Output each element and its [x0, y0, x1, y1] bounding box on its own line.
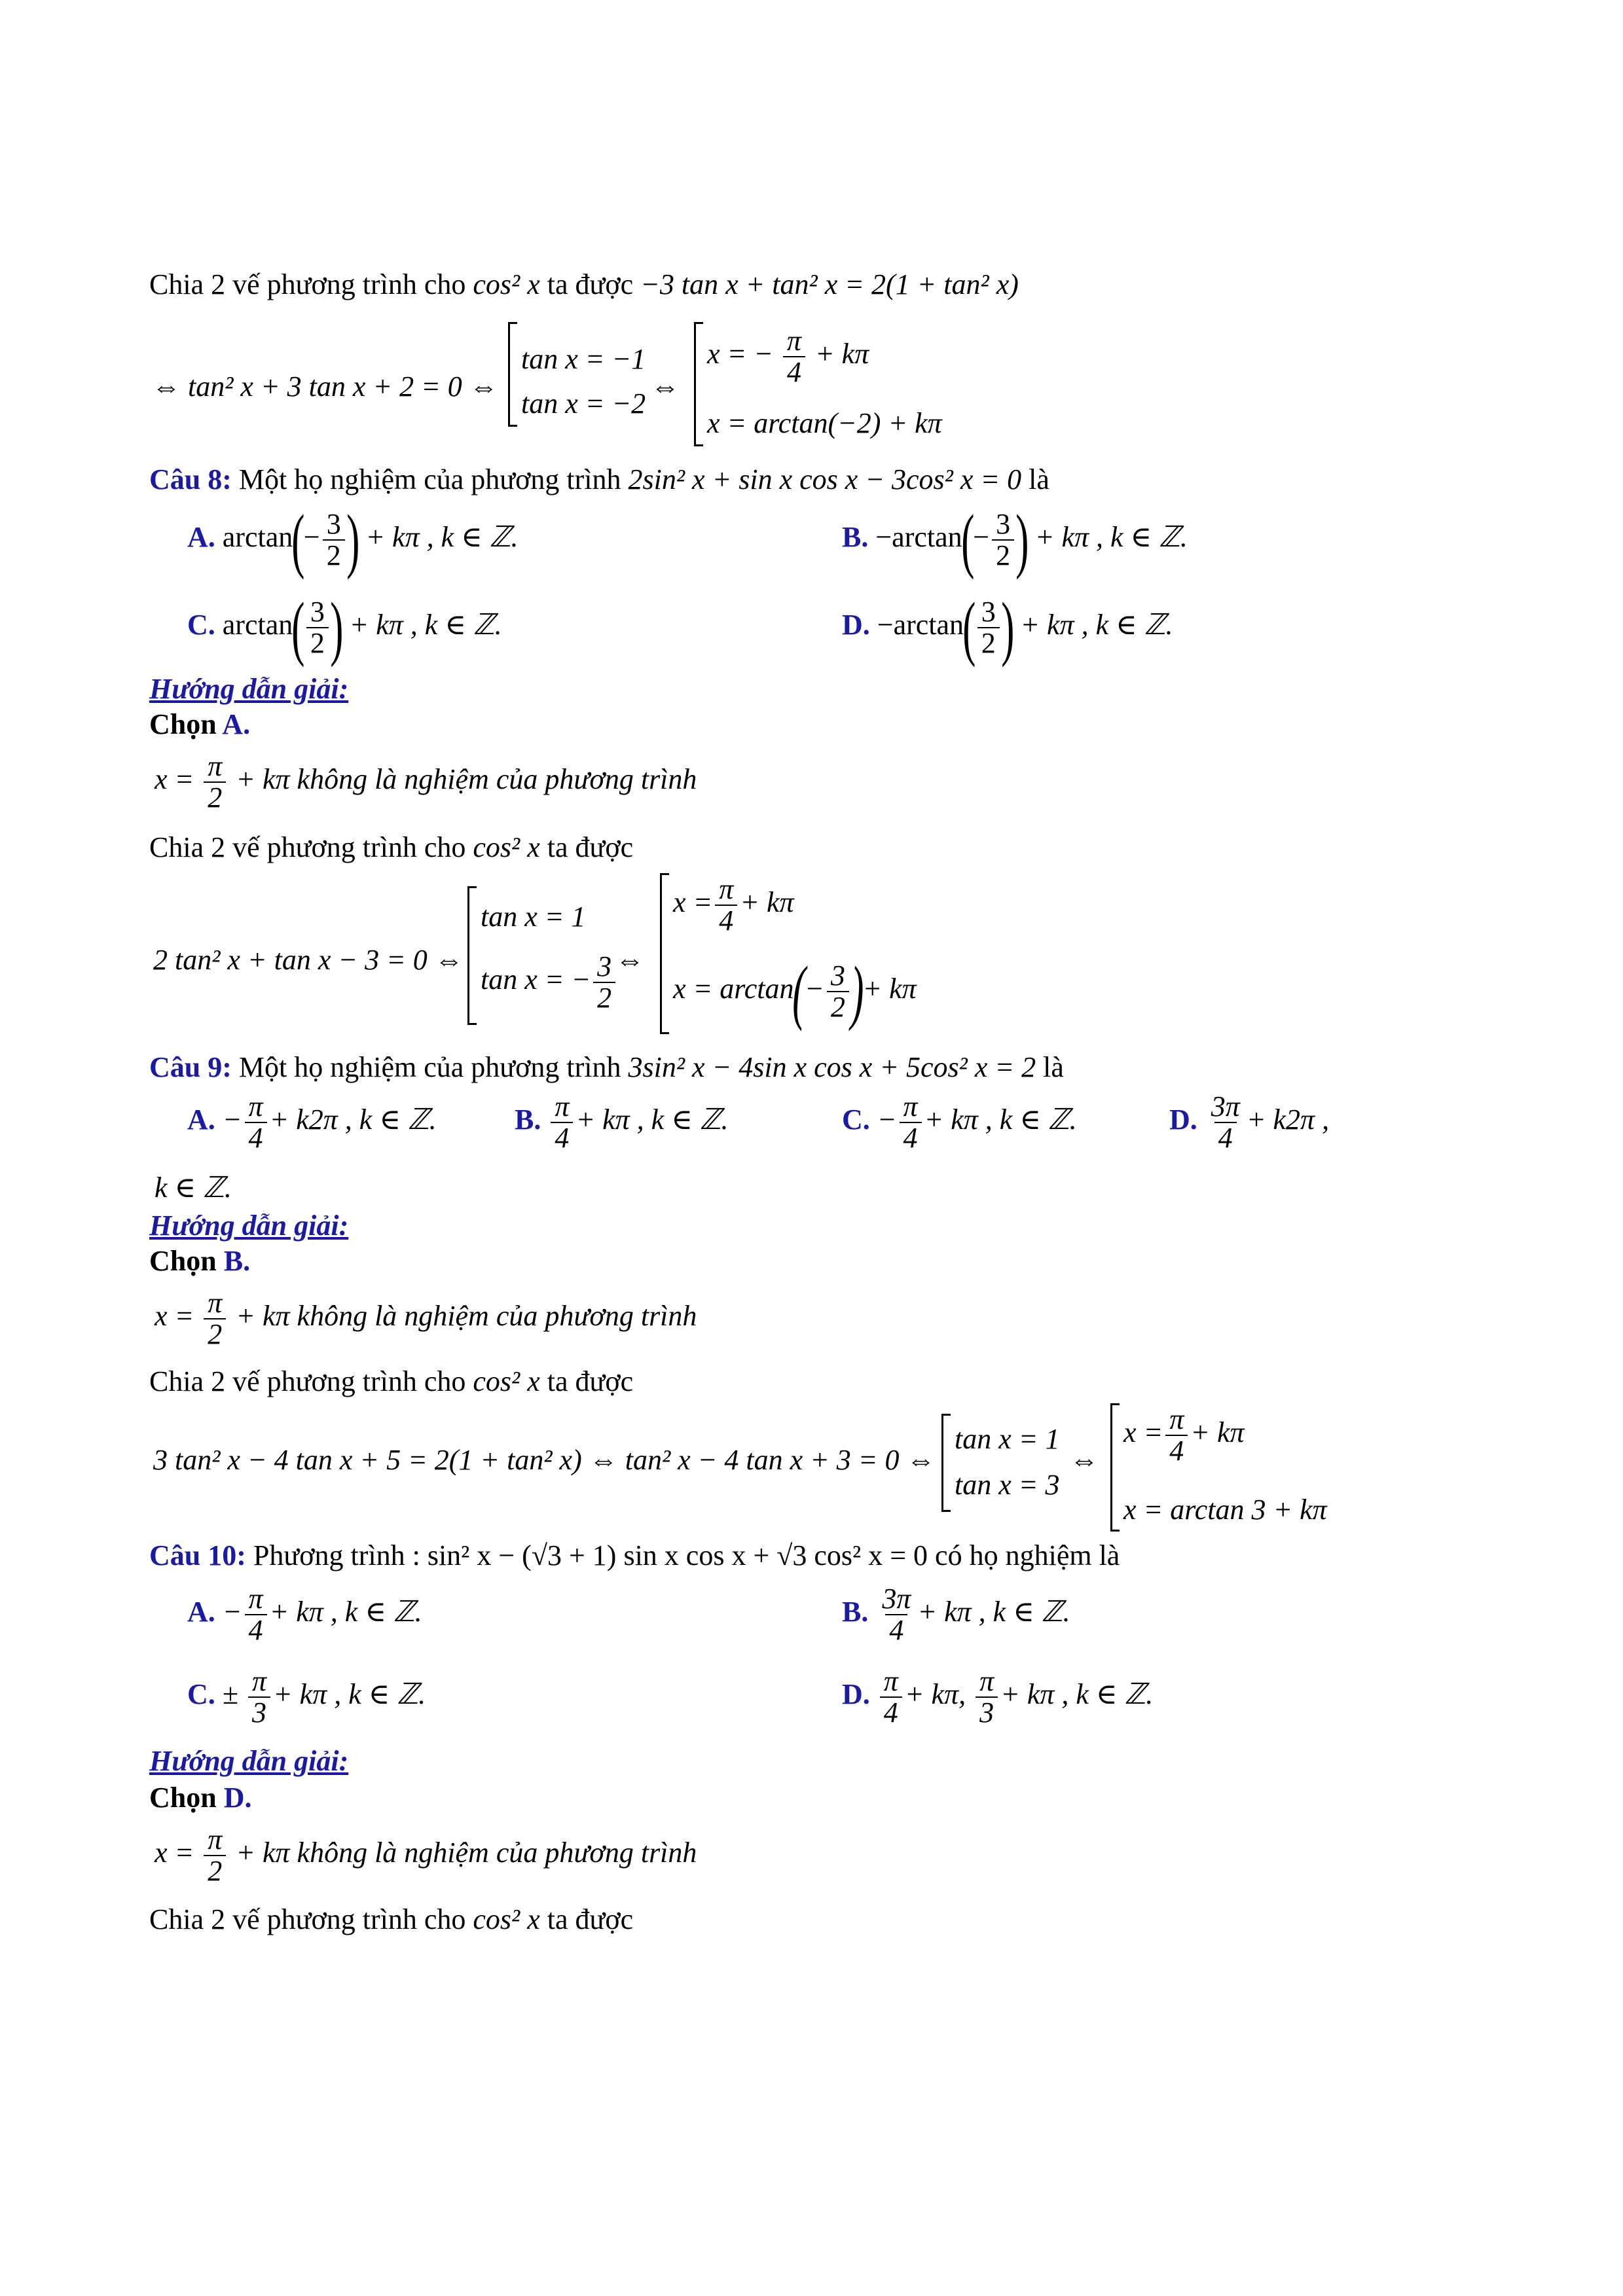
q10-option-d[interactable]: D. $\frac{\pi}{4}$ + kπ, $\frac{\pi}{3}$ + kπ , k ∈ ℤ. [842, 1665, 1154, 1729]
q8-solution-system: x = $\frac{\pi}{4}$ + kπ x = arctan(− $\frac{3}{2}$ )+ kπ [660, 873, 961, 1034]
q9-guide-heading: Hướng dẫn giải: [149, 1210, 349, 1242]
q8-option-c[interactable]: C. arctan( $\frac{3}{2}$ ) + kπ , k ∈ ℤ. [187, 588, 502, 668]
q9-not-solution: x = $\frac{\pi}{2}$ + kπ không là nghiệm của phương trình [155, 1287, 697, 1350]
q8-option-a[interactable]: A. arctan(− $\frac{3}{2}$ ) + kπ , k ∈ ℤ. [187, 500, 519, 580]
q10-answer: Chọn D. [149, 1782, 252, 1814]
q7-case-system: tan x = −1 tan x = −2 [508, 322, 665, 427]
q10-not-solution: x = $\frac{\pi}{2}$ + kπ không là nghiệm của phương trình [155, 1823, 697, 1887]
q7-equation: ⇔ tan² x + 3 tan x + 2 = 0 ⇔ [152, 370, 498, 403]
q9-solution-system: x = $\frac{\pi}{4}$ + kπ x = arctan 3 + kπ [1110, 1403, 1346, 1532]
q9-arrow: ⇔ [1070, 1444, 1099, 1476]
q10-question: Câu 10: Phương trình : sin² x − (√3 + 1) sin x cos x + √3 cos² x = 0 có họ nghiệm là [149, 1539, 1120, 1571]
q9-case-system: tan x = 1 tan x = 3 [941, 1414, 1085, 1512]
q9-option-d[interactable]: D. $\frac{3\pi}{4}$ + k2π , [1169, 1090, 1330, 1154]
q8-answer: Chọn A. [149, 708, 251, 740]
q10-option-a[interactable]: A. − $\frac{\pi}{4}$ + kπ , k ∈ ℤ. [187, 1583, 422, 1646]
q8-option-b[interactable]: B. −arctan(− $\frac{3}{2}$ ) + kπ , k ∈ ℤ. [842, 500, 1188, 580]
q8-guide-heading: Hướng dẫn giải: [149, 673, 349, 705]
q8-arrow: ⇔ [615, 944, 644, 976]
q9-tan-equation: 3 tan² x − 4 tan x + 5 = 2(1 + tan² x) ⇔ tan² x − 4 tan x + 3 = 0 ⇔ [153, 1444, 936, 1476]
q7-arrow: ⇔ [651, 370, 680, 403]
q10-option-c[interactable]: C. ± $\frac{\pi}{3}$ + kπ , k ∈ ℤ. [187, 1665, 426, 1729]
q9-option-b[interactable]: B. $\frac{\pi}{4}$ + kπ , k ∈ ℤ. [515, 1090, 729, 1154]
q9-option-a[interactable]: A. − $\frac{\pi}{4}$ + k2π , k ∈ ℤ. [187, 1090, 437, 1154]
q9-question: Câu 9: Một họ nghiệm của phương trình 3sin² x − 4sin x cos x + 5cos² x = 2 là [149, 1051, 1064, 1083]
q8-divide: Chia 2 vế phương trình cho cos² x ta được [149, 831, 634, 863]
q8-case-system: tan x = 1 tan x = − $\frac{3}{2}$ [467, 886, 625, 1025]
q9-divide: Chia 2 vế phương trình cho cos² x ta được [149, 1365, 634, 1397]
q10-guide-heading: Hướng dẫn giải: [149, 1745, 349, 1777]
q9-answer: Chọn B. [149, 1245, 251, 1277]
q8-option-d[interactable]: D. −arctan( $\frac{3}{2}$ ) + kπ , k ∈ ℤ. [842, 588, 1173, 668]
q10-option-b[interactable]: B. $\frac{3\pi}{4}$ + kπ , k ∈ ℤ. [842, 1583, 1070, 1646]
q8-not-solution: x = $\frac{\pi}{2}$ + kπ không là nghiệm của phương trình [155, 750, 697, 814]
q8-tan-equation: 2 tan² x + tan x − 3 = 0 ⇔ [153, 944, 464, 976]
q10-divide: Chia 2 vế phương trình cho cos² x ta được [149, 1903, 634, 1935]
q8-question: Câu 8: Một họ nghiệm của phương trình 2sin² x + sin x cos x − 3cos² x = 0 là [149, 463, 1049, 495]
q9-option-c[interactable]: C. − $\frac{\pi}{4}$ + kπ , k ∈ ℤ. [842, 1090, 1077, 1154]
q7-intro: Chia 2 vế phương trình cho cos² x ta được −3 tan x + tan² x = 2(1 + tan² x) [149, 268, 1019, 300]
q7-solution-system: x = − $\frac{\pi}{4}$ + kπ x = arctan(−2) + kπ [694, 322, 969, 446]
q9-option-d-wrap: k ∈ ℤ. [155, 1172, 232, 1204]
